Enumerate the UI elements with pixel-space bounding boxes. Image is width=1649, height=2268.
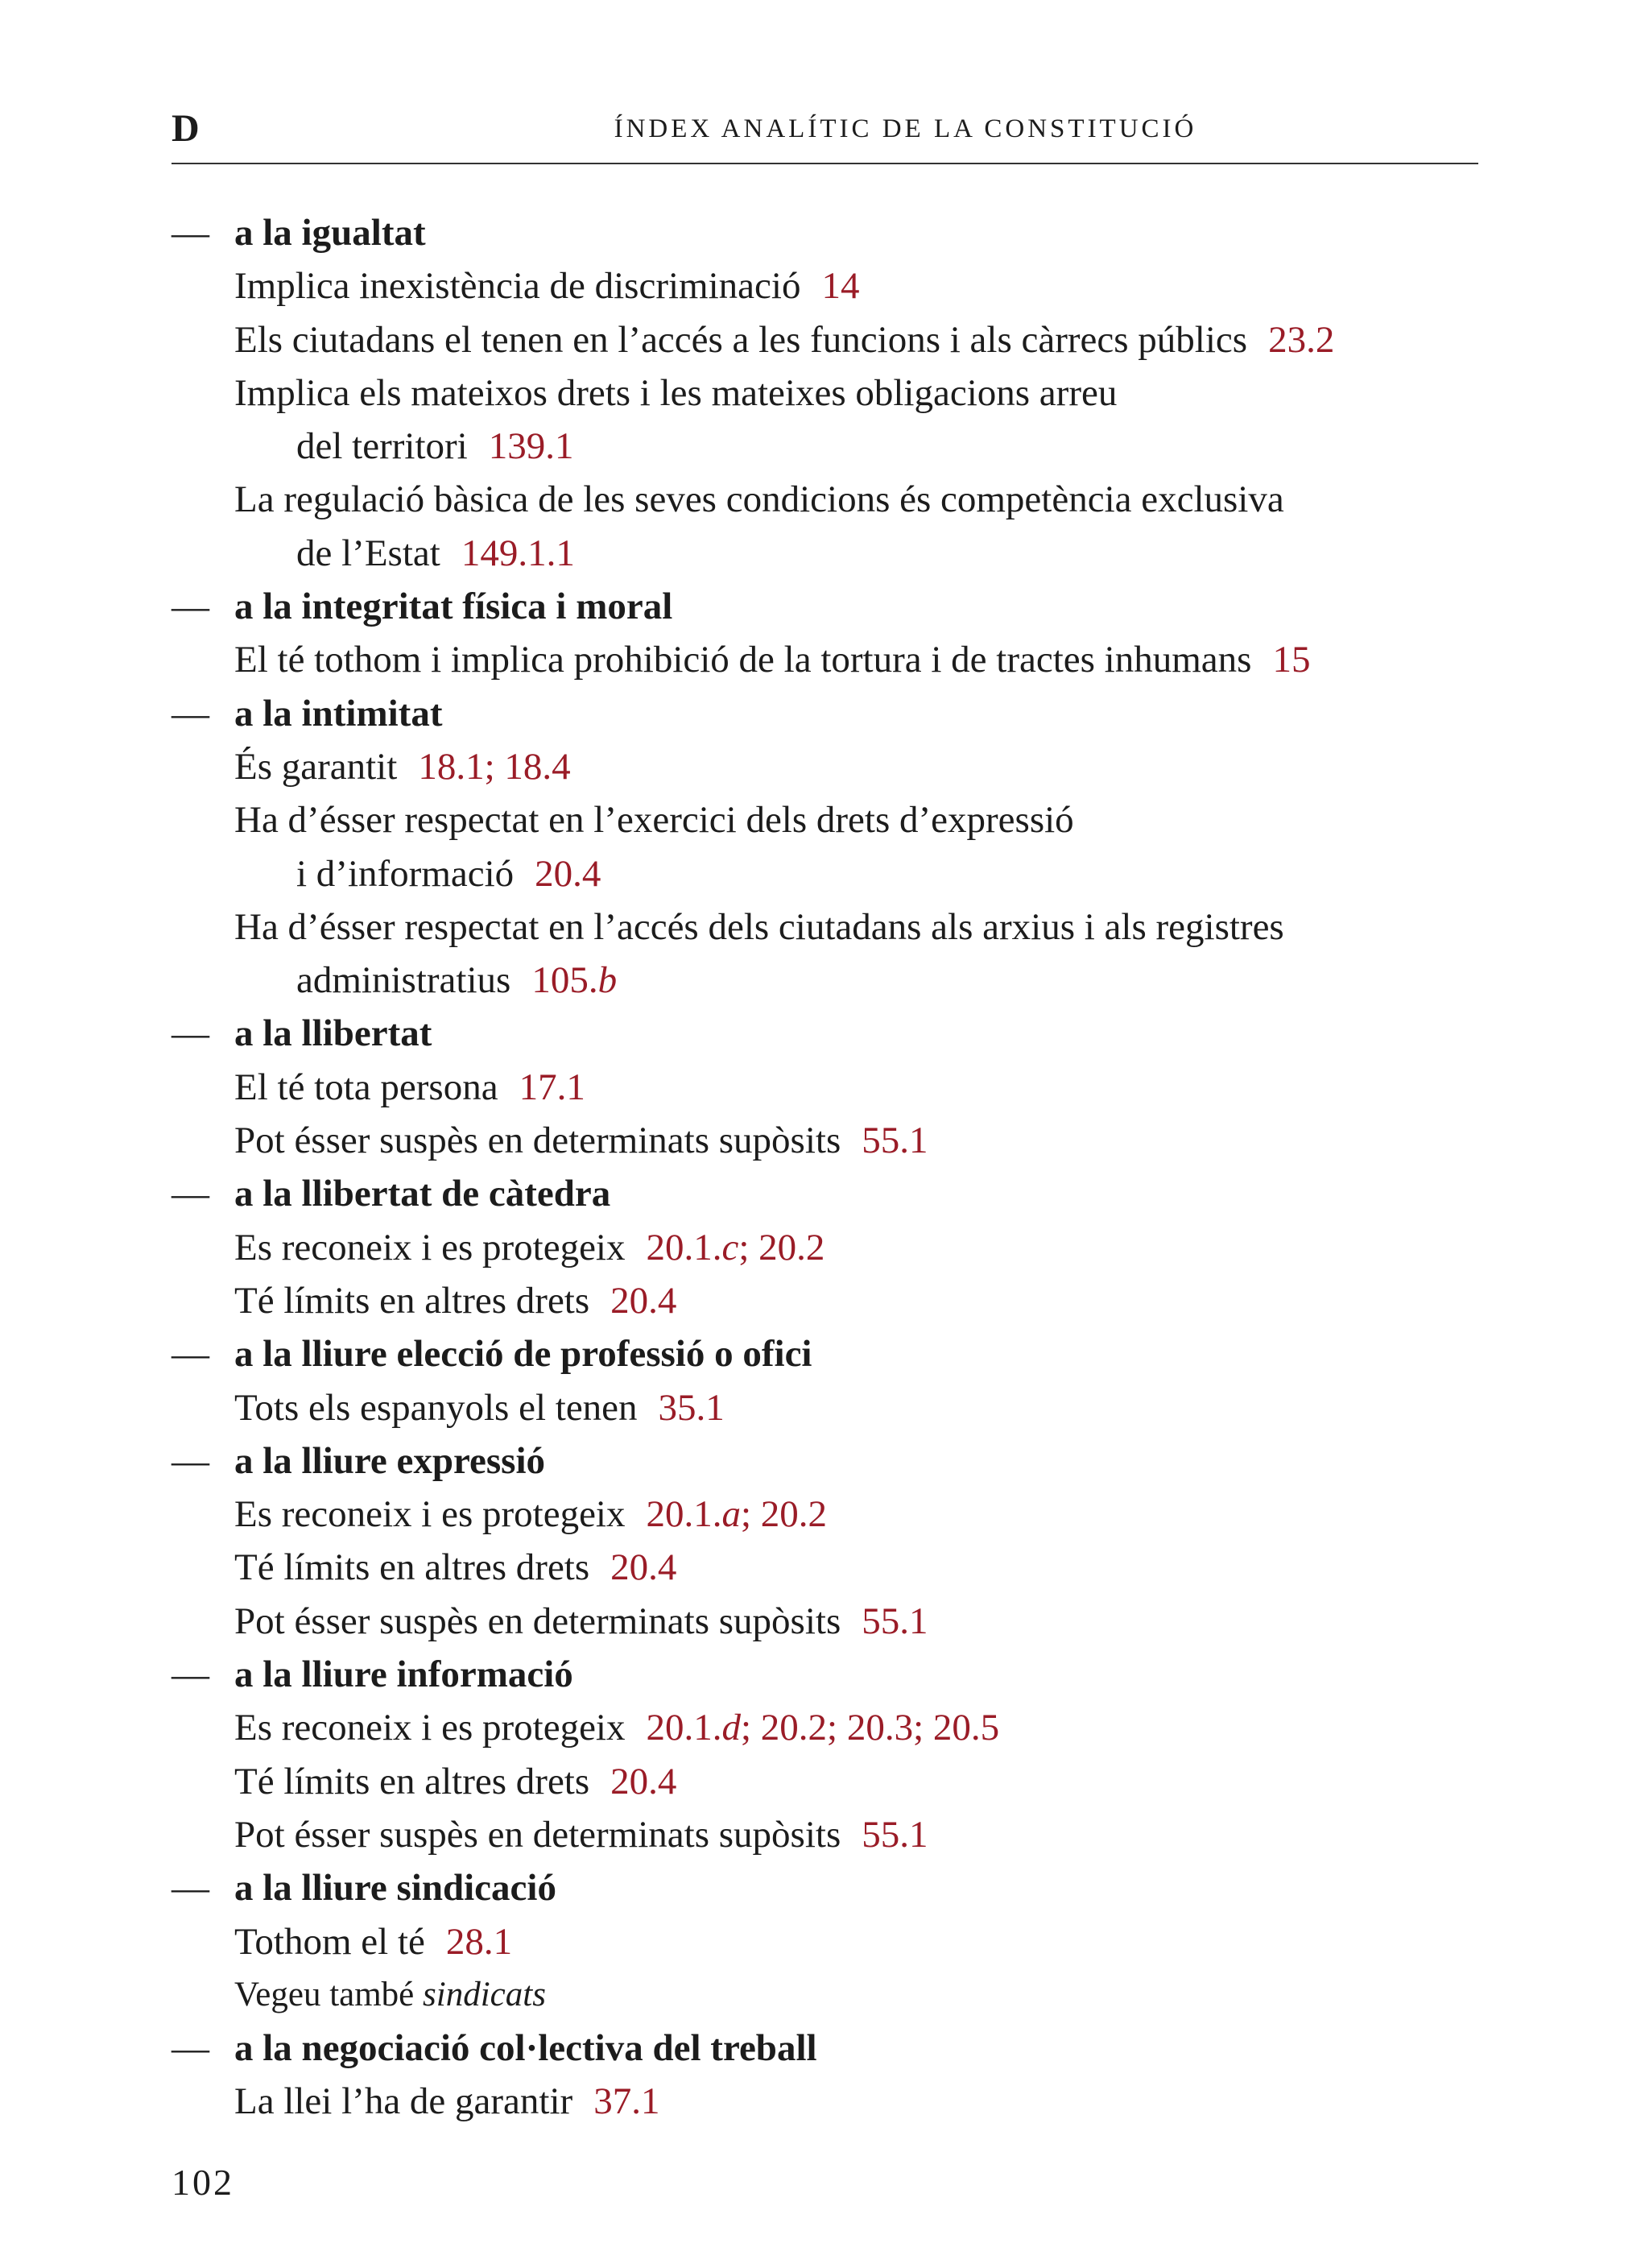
subentry-line	[172, 1114, 1492, 1167]
subentry-line	[172, 793, 1492, 846]
subentry-text: Ha d’ésser respectat en l’accés dels ciutadans als arxius i als registres	[234, 905, 1284, 948]
subentry-text: Té límits en altres drets	[234, 1760, 590, 1802]
article-reference	[862, 1814, 928, 1856]
index-entry-heading	[172, 206, 1492, 259]
subentry-line	[172, 473, 1492, 526]
subentry-line	[172, 366, 1492, 420]
page-number: 102	[172, 2162, 234, 2203]
article-reference	[1268, 319, 1334, 361]
subentry-text: de l’Estat	[296, 532, 440, 574]
article-reference	[647, 1493, 828, 1535]
subentry-text: El té tota persona	[234, 1066, 498, 1108]
article-reference-part: 28.1	[445, 1920, 513, 1963]
subentry-text: Implica els mateixos drets i les mateixes obligacions arreu	[234, 371, 1118, 414]
subentry-line	[172, 1541, 1492, 1594]
article-reference-part: 20.4	[535, 852, 601, 895]
subentry-text: Pot ésser suspès en determinats supòsits	[234, 1600, 841, 1642]
article-reference	[461, 532, 575, 574]
article-reference-part: 20.4	[610, 1279, 677, 1322]
article-reference	[862, 1600, 928, 1642]
article-reference	[647, 1227, 825, 1269]
article-reference	[489, 425, 574, 467]
article-reference	[610, 1546, 676, 1588]
article-reference-part: ; 20.2	[741, 1493, 828, 1536]
subentry-text: La regulació bàsica de les seves condicions és competència exclusiva	[234, 478, 1284, 521]
article-reference-part: 14	[821, 265, 860, 308]
subentry-text: Pot ésser suspès en determinats supòsits	[234, 1813, 841, 1856]
article-reference	[535, 853, 601, 895]
subentry-continuation	[172, 847, 1492, 900]
subentry-text: És garantit	[234, 745, 398, 788]
em-dash: —	[172, 692, 209, 735]
subentry-text: Ha d’ésser respectat en l’exercici dels drets d’expressió	[234, 799, 1074, 842]
article-reference-part: b	[597, 959, 618, 1002]
em-dash: —	[172, 1653, 209, 1696]
article-reference-part: 37.1	[593, 2080, 660, 2123]
em-dash: —	[172, 1439, 209, 1482]
subentry-text: Implica inexistència de discriminació	[234, 265, 801, 308]
article-reference-part: ; 20.2; 20.3; 20.5	[741, 1707, 1000, 1749]
article-reference-part: 20.4	[610, 1760, 677, 1802]
index-entry-heading	[172, 1327, 1492, 1380]
subentry-line	[172, 1274, 1492, 1327]
subentry-line	[172, 1915, 1492, 1968]
entry-title: a la intimitat	[234, 692, 443, 735]
em-dash: —	[172, 1012, 209, 1055]
see-also-reference	[172, 1968, 1492, 2022]
subentry-continuation	[172, 527, 1492, 580]
subentry-text: Pot ésser suspès en determinats supòsits	[234, 1120, 841, 1162]
index-entry-heading	[172, 2022, 1492, 2075]
index-entries	[172, 206, 1492, 2129]
em-dash: —	[172, 586, 209, 628]
article-reference-part: 149.1.1	[461, 532, 575, 574]
article-reference-part: 15	[1272, 639, 1311, 681]
entry-title: a la lliure elecció de professió o ofici	[234, 1333, 812, 1376]
subentry-text: del territori	[296, 425, 468, 468]
index-entry-heading	[172, 1167, 1492, 1220]
index-entry-heading	[172, 1007, 1492, 1060]
subentry-line	[172, 633, 1492, 686]
entry-title: a la llibertat de càtedra	[234, 1173, 611, 1215]
entry-title: a la integritat física i moral	[234, 586, 673, 628]
subentry-line	[172, 259, 1492, 312]
subentry-continuation	[172, 954, 1492, 1007]
entry-title: a la negociació col·lectiva del treball	[234, 2027, 817, 2070]
article-reference-part: 55.1	[862, 1120, 928, 1162]
index-entry-heading	[172, 1648, 1492, 1701]
article-reference	[531, 959, 617, 1001]
subentry-line	[172, 2075, 1492, 2128]
article-reference	[821, 265, 859, 307]
subentry-line	[172, 1755, 1492, 1808]
running-title: ÍNDEX ANALÍTIC DE LA CONSTITUCIÓ	[614, 114, 1197, 143]
see-also-label: Vegeu també	[234, 1975, 424, 2013]
subentry-text: El té tothom i implica prohibició de la tortura i de tractes inhumans	[234, 639, 1252, 681]
article-reference-part: 20.4	[610, 1546, 677, 1589]
article-reference	[1272, 639, 1310, 681]
article-reference-part: d	[721, 1707, 741, 1749]
article-reference-part: 20.1.	[646, 1493, 722, 1536]
article-reference-part: 23.2	[1268, 318, 1335, 361]
article-reference	[862, 1120, 928, 1161]
article-reference-part: c	[721, 1226, 739, 1269]
entry-title: a la lliure informació	[234, 1653, 573, 1696]
subentry-line	[172, 740, 1492, 793]
em-dash: —	[172, 1867, 209, 1910]
article-reference	[610, 1761, 676, 1802]
index-entry-heading	[172, 1861, 1492, 1914]
section-letter: D	[172, 107, 200, 150]
article-reference-part: 105.	[531, 959, 598, 1002]
subentry-line	[172, 1061, 1492, 1114]
article-reference-part: 18.1; 18.4	[418, 745, 571, 788]
subentry-text: i d’informació	[296, 852, 515, 895]
article-reference-part: 35.1	[658, 1386, 725, 1429]
article-reference-part: 20.1.	[646, 1226, 722, 1269]
index-entry-heading	[172, 1434, 1492, 1488]
article-reference	[647, 1707, 1000, 1749]
em-dash: —	[172, 1333, 209, 1376]
article-reference	[593, 2080, 659, 2122]
entry-title: a la lliure sindicació	[234, 1867, 556, 1910]
article-reference-part: 139.1	[488, 425, 574, 468]
subentry-text: Es reconeix i es protegeix	[234, 1226, 626, 1269]
see-also-target: sindicats	[423, 1975, 546, 2013]
page-header	[172, 103, 1478, 164]
article-reference-part: 20.1.	[646, 1707, 722, 1749]
article-reference	[418, 746, 570, 788]
entry-title: a la igualtat	[234, 212, 426, 254]
article-reference-part: ; 20.2	[738, 1226, 825, 1269]
article-reference-part: 55.1	[862, 1813, 928, 1856]
subentry-text: Els ciutadans el tenen en l’accés a les funcions i als càrrecs públics	[234, 318, 1248, 361]
subentry-text: Té límits en altres drets	[234, 1546, 590, 1589]
subentry-line	[172, 1221, 1492, 1274]
subentry-text: Es reconeix i es protegeix	[234, 1493, 626, 1536]
entry-title: a la llibertat	[234, 1012, 432, 1055]
subentry-text: La llei l’ha de garantir	[234, 2080, 573, 2123]
article-reference	[610, 1280, 676, 1322]
index-entry-heading	[172, 580, 1492, 633]
em-dash: —	[172, 212, 209, 254]
subentry-line	[172, 313, 1492, 366]
article-reference	[519, 1066, 585, 1108]
subentry-text: Tothom el té	[234, 1920, 425, 1963]
subentry-text: administratius	[296, 959, 511, 1002]
subentry-text: Es reconeix i es protegeix	[234, 1707, 626, 1749]
entry-title: a la lliure expressió	[234, 1439, 546, 1482]
em-dash: —	[172, 2027, 209, 2070]
article-reference	[446, 1921, 512, 1963]
subentry-line	[172, 1595, 1492, 1648]
subentry-line	[172, 1701, 1492, 1754]
article-reference	[659, 1387, 725, 1429]
subentry-text: Tots els espanyols el tenen	[234, 1386, 638, 1429]
article-reference-part: 55.1	[862, 1600, 928, 1642]
subentry-line	[172, 900, 1492, 954]
subentry-line	[172, 1381, 1492, 1434]
subentry-continuation	[172, 420, 1492, 473]
article-reference-part: 17.1	[519, 1066, 585, 1108]
subentry-line	[172, 1488, 1492, 1541]
article-reference-part: a	[721, 1493, 741, 1536]
index-entry-heading	[172, 687, 1492, 740]
em-dash: —	[172, 1173, 209, 1215]
subentry-text: Té límits en altres drets	[234, 1279, 590, 1322]
subentry-line	[172, 1808, 1492, 1861]
